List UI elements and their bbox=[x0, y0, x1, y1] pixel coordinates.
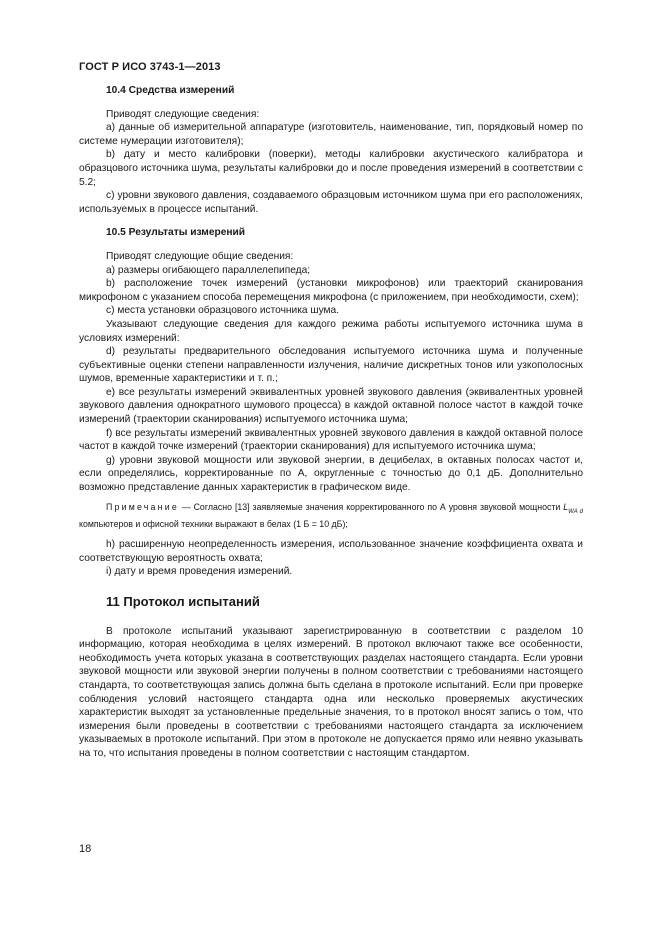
modes-intro: Указывают следующие сведения для каждого режима работы испытуемого источника шума в условиях измерений: bbox=[79, 318, 583, 344]
list-item-a: a) данные об измерительной аппаратуре (изготовитель, наименование, тип, порядковый номер по системе нумерации изготовителя); bbox=[79, 122, 583, 147]
list-item-e: e) все результаты измерений эквивалентных уровней звукового давления (эквивалентных уровней звукового давления однократного шумового процесса) в каждой октавной полосе частот в каждой точке измерений (траектории сканирования) испытуемого источника шума; bbox=[79, 386, 583, 426]
page-content bbox=[79, 84, 583, 761]
subsection-intro: Приводят следующие сведения: bbox=[106, 108, 260, 120]
note-text: — Согласно [13] заявляемые значения корректированного по А уровня звуковой мощности bbox=[178, 501, 564, 512]
note-text-after: компьютеров и офисной техники выражают в белах (1 Б = 10 дБ); bbox=[79, 518, 348, 529]
list-item-c: c) места установки образцового источника шума. bbox=[106, 305, 340, 317]
page-number: 18 bbox=[79, 843, 92, 855]
list-item-h: h) расширенную неопределенность измерения, использованное значение коэффициента охвата и соответствующую вероятность охвата; bbox=[79, 539, 583, 564]
subsection-title-10-5: 10.5 Результаты измерений bbox=[106, 227, 246, 239]
note-symbol-main: L bbox=[563, 501, 569, 512]
note-symbol bbox=[563, 501, 583, 515]
list-item-a: a) размеры огибающего параллелепипеда; bbox=[106, 264, 311, 276]
list-item-f: f) все результаты измерений эквивалентных уровней звукового давления в каждой октавной полосе частот в каждой точке измерений (траектории сканирования) для испытуемого источника шума; bbox=[79, 427, 583, 453]
section-title-11: 11 Протокол испытаний bbox=[106, 593, 260, 609]
note-symbol-sub: WA d bbox=[568, 508, 583, 515]
subsection-intro: Приводят следующие общие сведения: bbox=[106, 250, 294, 262]
note bbox=[79, 501, 583, 531]
list-item-g: g) уровни звуковой мощности или звуковой энергии, в децибелах, в октавных полосах частот и, если определялись, корректированные по А, округленные с точностью до 0,1 дБ. Дополнительно возможно представление данных характеристик в графическом виде. bbox=[79, 454, 583, 494]
note-label: Примечание bbox=[106, 501, 179, 512]
list-item-c: c) уровни звукового давления, создаваемого образцовым источником шума при его расположениях, используемых в процессе испытаний. bbox=[79, 190, 583, 215]
list-item-d: d) результаты предварительного обследования испытуемого источника шума и полученные субъективные оценки степени направленности излучения, наличие дискретных тонов или узкополосных шумов, временные характеристики и т. п.; bbox=[79, 346, 583, 385]
standard-designation: ГОСТ Р ИСО 3743-1—2013 bbox=[79, 61, 221, 73]
list-item-b: b) расположение точек измерений (установки микрофонов) или траекторий сканирования микрофоном с указанием способа перемещения микрофона (с приложением, при необходимости, схем); bbox=[79, 278, 583, 303]
subsection-title-10-4: 10.4 Средства измерений bbox=[106, 85, 235, 96]
list-item-i: i) дату и время проведения измерений. bbox=[106, 566, 293, 578]
list-item-b: b) дату и место калибровки (поверки), методы калибровки акустического калибратора и образцового источника шума, результаты калибровки до и после проведения измерений в соответствии с 5.2; bbox=[79, 149, 583, 188]
section-body: В протоколе испытаний указывают зарегистрированную в соответствии с разделом 10 информацию, которая необходима в целях измерений. В протокол включают также все особенности, необходимость учета которых указана в соответствующих разделах настоящего стандарта. Если уровни звуковой мощности или звуковой энергии получены в полном соответствии с требованиями настоящего стандарта, то соответствующая запись должна быть сделана в протоколе испытаний. Если при проверке соблюдения условий настоящего стандарта одна или несколько проверяемых акустических характеристик выходят за установленные предельные значения, то в протокол вносят запись о том, что измерения были проведены в соответствии с требованиями настоящего стандарта за исключением указываемых в протоколе испытаний. При этом в протоколе не допускается прямо или неявно указывать на то, что испытания проведены в полном соответствии с настоящим стандартом. bbox=[79, 625, 583, 759]
